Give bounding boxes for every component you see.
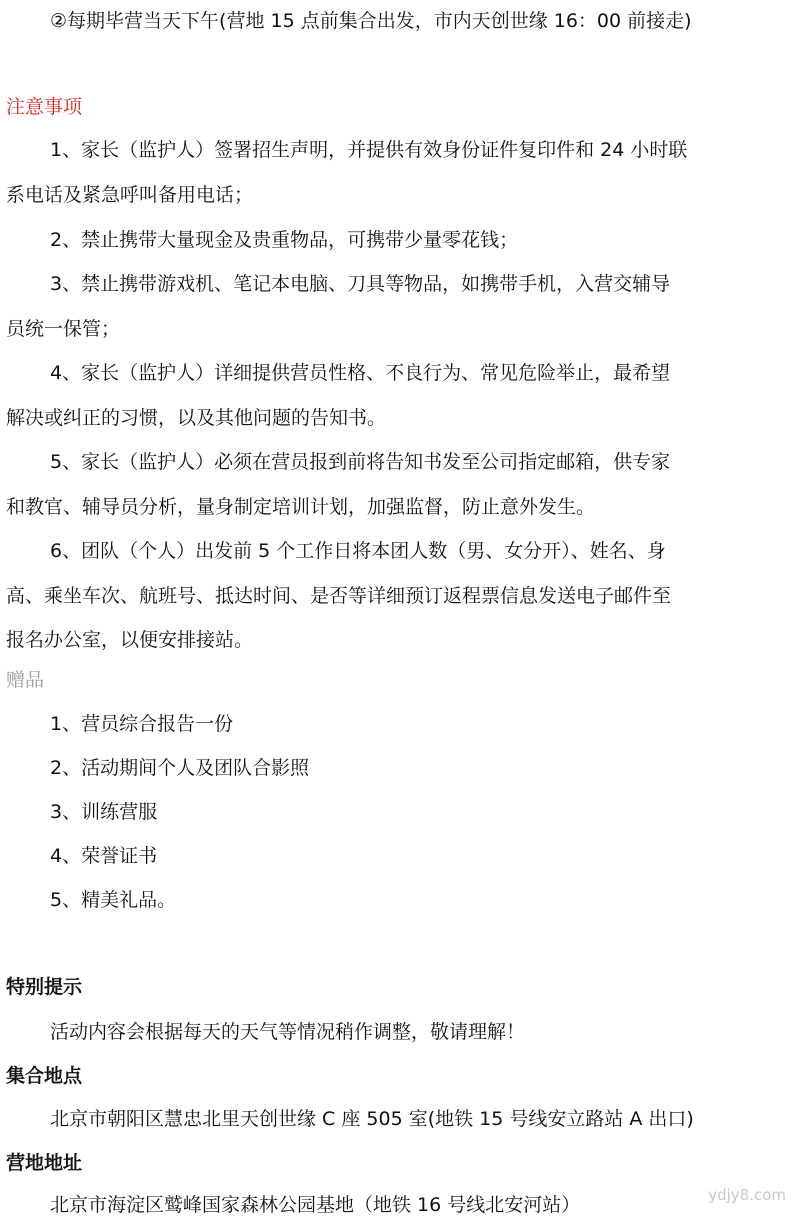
schedule-line: ②每期毕营当天下午(营地 15 点前集合出发，市内天创世缘 16：00 前接走) (50, 10, 692, 32)
camp-heading: 营地地址 (6, 1152, 83, 1174)
notes-line: 5、家长（监护人）必须在营员报到前将告知书发至公司指定邮箱，供专家 (50, 451, 671, 473)
gift-item: 2、活动期间个人及团队合影照 (50, 757, 310, 779)
gift-item: 4、荣誉证书 (50, 845, 158, 867)
notes-line: 3、禁止携带游戏机、笔记本电脑、刀具等物品，如携带手机，入营交辅导 (50, 273, 671, 295)
notes-line: 1、家长（监护人）签署招生声明，并提供有效身份证件复印件和 24 小时联 (50, 139, 688, 161)
notes-line: 和教官、辅导员分析，量身制定培训计划，加强监督，防止意外发生。 (6, 496, 596, 518)
notes-line: 系电话及紧急呼叫备用电话； (6, 184, 254, 206)
tips-heading: 特别提示 (6, 976, 83, 998)
meeting-address: 北京市朝阳区慧忠北里天创世缘 C 座 505 室(地铁 15 号线安立路站 A 出口) (50, 1108, 694, 1130)
meeting-heading: 集合地点 (6, 1065, 83, 1087)
gifts-heading: 赠品 (6, 669, 45, 691)
notes-line: 6、团队（个人）出发前 5 个工作日将本团人数（男、女分开）、姓名、身 (50, 540, 666, 562)
notes-line: 解决或纠正的习惯，以及其他问题的告知书。 (6, 407, 387, 429)
notes-line: 报名办公室，以便安排接站。 (6, 629, 254, 651)
camp-address: 北京市海淀区鹫峰国家森林公园基地（地铁 16 号线北安河站） (50, 1194, 581, 1216)
notes-line: 高、乘坐车次、航班号、抵达时间、是否等详细预订返程票信息发送电子邮件至 (6, 585, 672, 607)
gift-item: 5、精美礼品。 (50, 889, 177, 911)
gift-item: 3、训练营服 (50, 801, 158, 823)
gift-item: 1、营员综合报告一份 (50, 713, 234, 735)
tips-text: 活动内容会根据每天的天气等情况稍作调整，敬请理解！ (50, 1021, 526, 1043)
notes-line: 2、禁止携带大量现金及贵重物品，可携带少量零花钱； (50, 229, 519, 251)
notes-line: 4、家长（监护人）详细提供营员性格、不良行为、常见危险举止，最希望 (50, 362, 671, 384)
notes-heading: 注意事项 (6, 96, 83, 118)
notes-line: 员统一保管； (6, 318, 121, 340)
watermark-text: ydjy8.com (708, 1186, 786, 1204)
